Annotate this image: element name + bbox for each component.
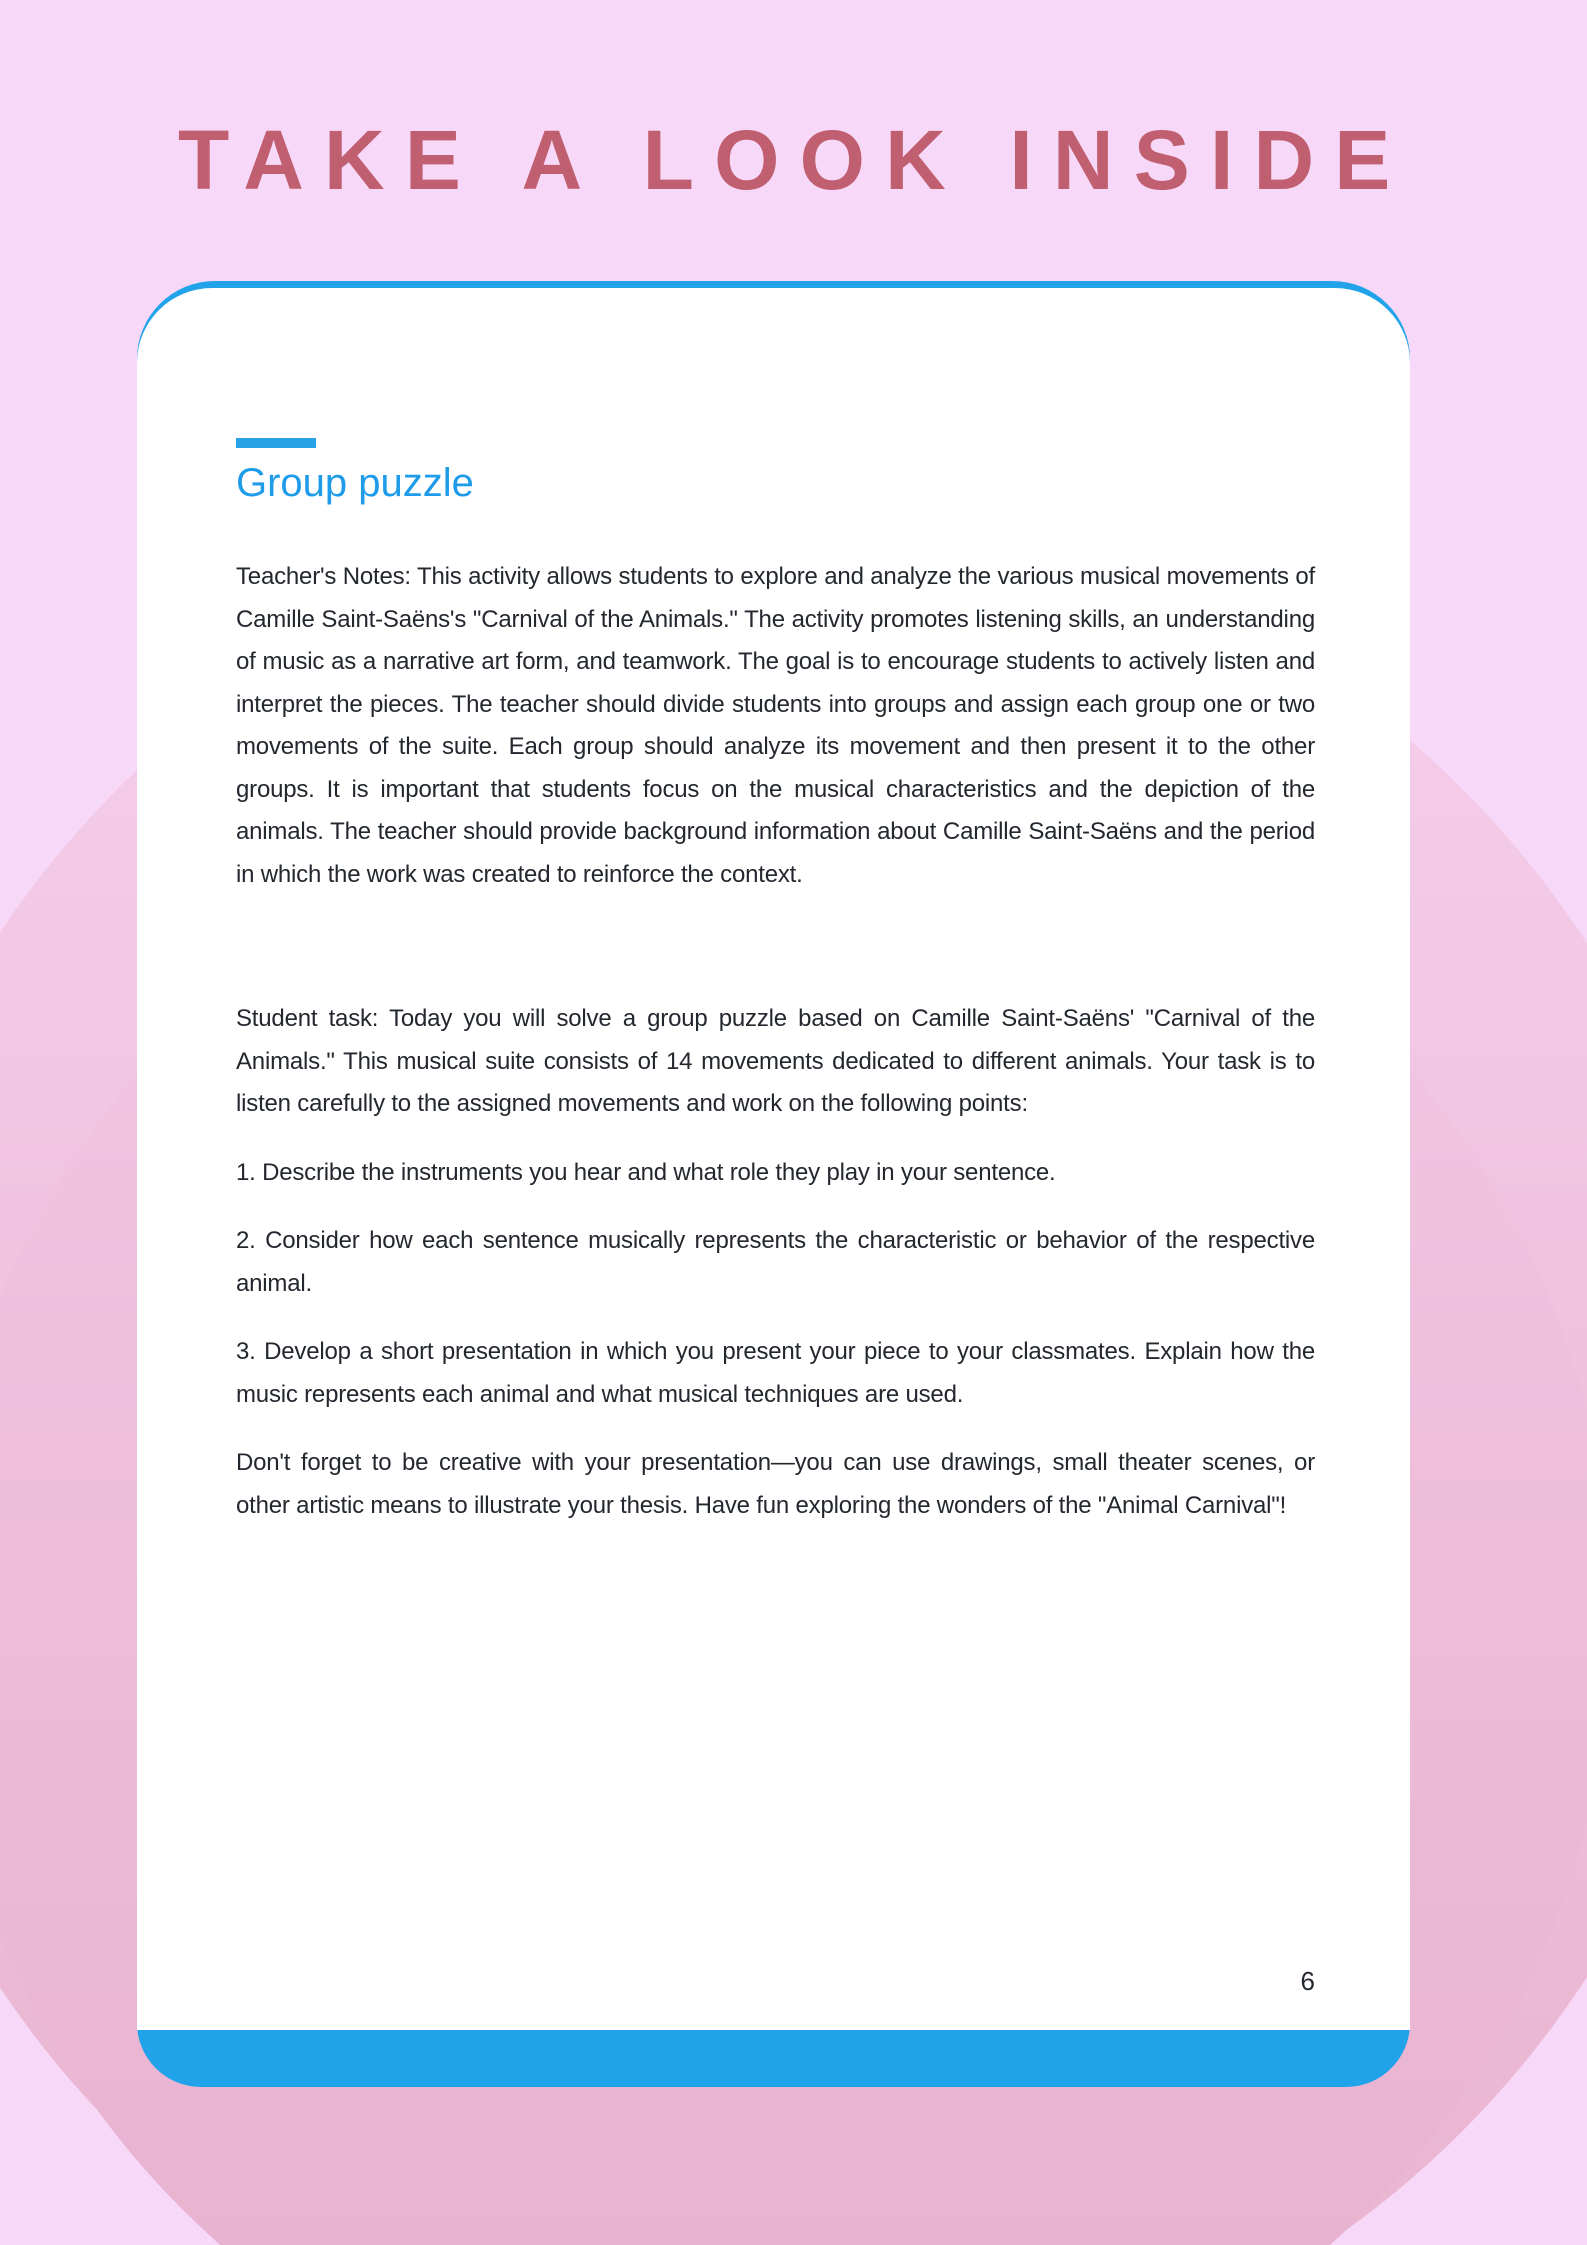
card-body <box>137 288 1410 2030</box>
teacher-notes-paragraph: Teacher's Notes: This activity allows students to explore and analyze the various musical movements of Camille Saint-Saëns's "Carnival of the Animals." The activity promotes listening skills, an understanding of music as a narrative art form, and teamwork. The goal is to encourage students to actively listen and interpret the pieces. The teacher should divide students into groups and assign each group one or two movements of the suite. Each group should analyze its movement and then present it to the other groups. It is important that students focus on the musical characteristics and the depiction of the animals. The teacher should provide background information about Camille Saint-Saëns and the period in which the work was created to reinforce the context. <box>236 563 1315 888</box>
task-item-1: 1. Describe the instruments you hear and what role they play in your sentence. <box>236 1158 1056 1186</box>
page-title: TAKE A LOOK INSIDE <box>178 113 1411 207</box>
section-title: Group puzzle <box>236 461 474 505</box>
student-task-paragraph: Student task: Today you will solve a group puzzle based on Camille Saint-Saëns' "Carnival of the Animals." This musical suite consists of 14 movements dedicated to different animals. Your task is to listen carefully to the assigned movements and work on the following points: <box>236 1005 1315 1117</box>
task-item-3: 3. Develop a short presentation in which you present your piece to your classmates. Explain how the music represents each animal and what musical techniques are used. <box>236 1338 1315 1408</box>
closing-paragraph: Don't forget to be creative with your presentation—you can use drawings, small theater scenes, or other artistic means to illustrate your thesis. Have fun exploring the wonders of the "Animal Carnival"! <box>236 1449 1315 1519</box>
task-item-2: 2. Consider how each sentence musically represents the characteristic or behavior of the respective animal. <box>236 1227 1315 1297</box>
card-content <box>137 288 1410 1527</box>
page-number: 6 <box>1300 1966 1315 1996</box>
section-accent-bar <box>236 438 316 448</box>
content-card <box>137 281 1410 2087</box>
